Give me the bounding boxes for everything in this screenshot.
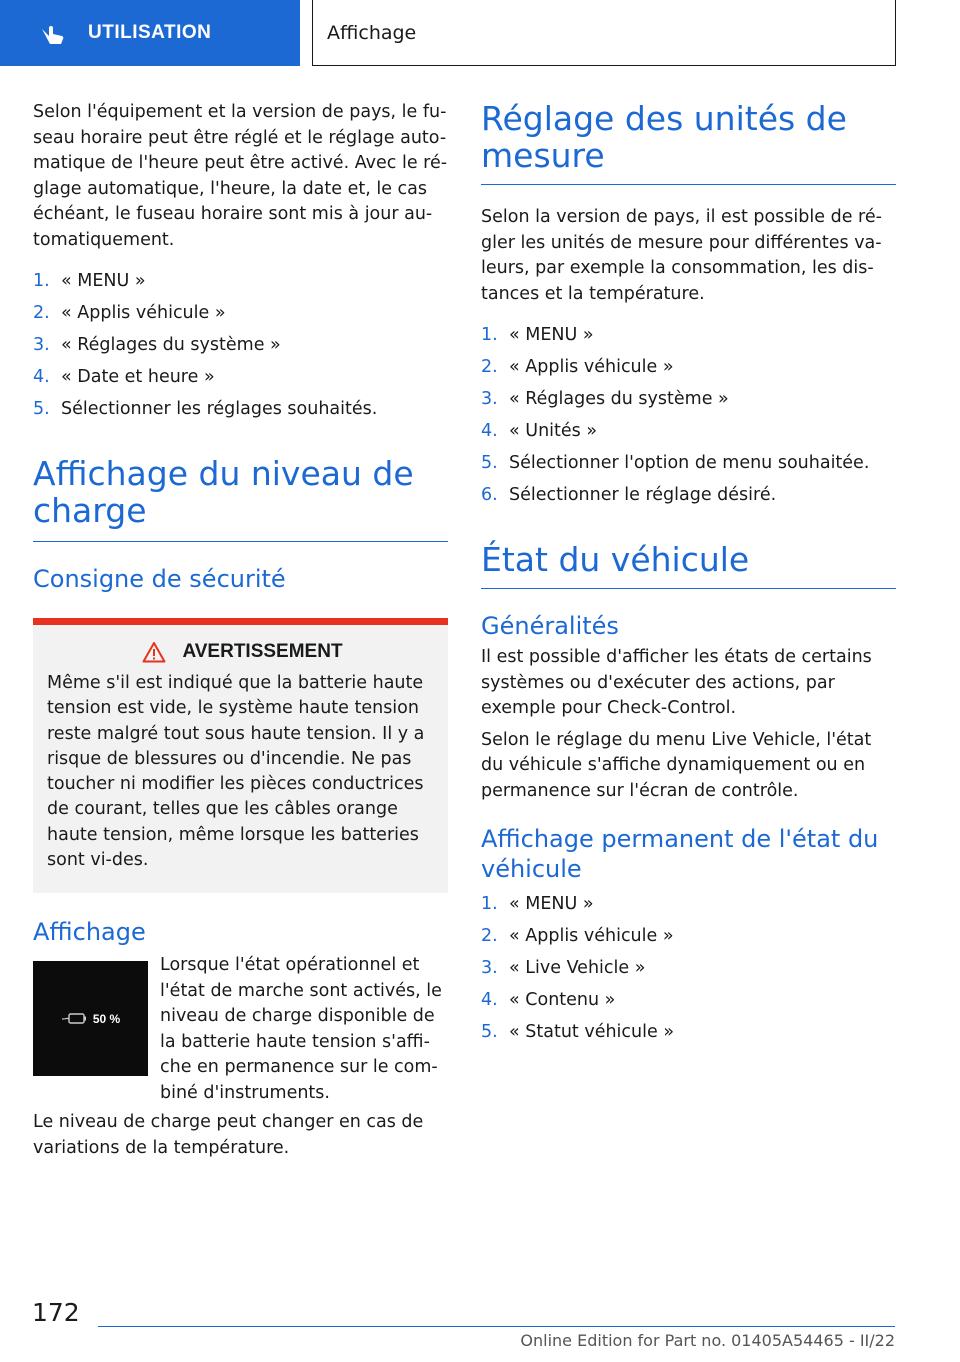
general-paragraph-2: Selon le réglage du menu Live Vehicle, l'état du véhicule s'affiche dynamiquement ou en permanence sur l'écran de contrôle. [481,729,872,801]
permanent-steps [481,888,896,1048]
units-heading: Réglage des unités de mesure [481,99,847,175]
warning-triangle-icon [142,641,166,663]
units-steps [481,319,896,511]
list-item: 4. « Date et heure » [33,367,215,387]
list-item: 5. « Statut véhicule » [481,1022,675,1042]
units-paragraph: Selon la version de pays, il est possible de ré-gler les unités de mesure pour différentes va-leurs, par exemple la consommation, les dis-tances et la température. [481,207,882,304]
edition-text: Online Edition for Part no. 01405A54465 - II/22 [520,1331,895,1350]
list-item: 3. « Réglages du système » [33,335,281,355]
warning-text: Même s'il est indiqué que la batterie haute tension est vide, le système haute tension reste malgré tout sous haute tension. Il y a risque de blessures ou d'incendie. Ne pas toucher ni modifier les pièces conductrices de courant, telles que les câbles orange haute tension, même lorsque les batteries sont vi-des. [47,673,425,871]
section-label: UTILISATION [88,22,212,43]
display-text: Lorsque l'état opérationnel et l'état de marche sont activés, le niveau de charge disponible de la batterie haute tension s'affi-che en permanence sur le com-biné d'instruments. [160,955,442,1103]
permanent-heading: Affichage permanent de l'état du véhicule [481,825,879,883]
list-item: 5. Sélectionner les réglages souhaités. [33,399,378,419]
list-item: 3. « Réglages du système » [481,389,729,409]
footer-rule [98,1326,895,1327]
battery-plug-icon [61,1012,87,1026]
charge-heading-block [33,455,448,542]
page-number: 172 [32,1298,80,1327]
units-heading-block [481,100,896,185]
display-block [33,953,448,1106]
list-item: 6. Sélectionner le réglage désiré. [481,485,777,505]
state-heading-block [481,541,896,589]
list-item: 2. « Applis véhicule » [33,303,226,323]
left-column [33,100,448,1161]
list-item: 1. « MENU » [481,894,594,914]
timezone-paragraph: Selon l'équipement et la version de pays, le fu-seau horaire peut être réglé et le réglage auto-matique de l'heure peut être activé. Avec le ré-glage automatique, l'heure, la date et, le cas échéant, le fuseau horaire sont mis à jour au-tomatiquement. [33,102,448,250]
charge-heading: Affichage du niveau de charge [33,454,414,530]
chapter-tab [312,0,896,66]
list-item: 5. Sélectionner l'option de menu souhaitée. [481,453,870,473]
charge-value: 50 % [92,1011,121,1026]
general-paragraph-1: Il est possible d'afficher les états de certains systèmes ou d'exécuter des actions, par exemple pour Check-Control. [481,647,872,718]
list-item: 3. « Live Vehicle » [481,958,646,978]
warning-header [47,641,438,663]
date-steps [33,265,448,425]
charge-display-image [33,961,148,1076]
warning-box [33,618,448,893]
list-item: 4. « Unités » [481,421,598,441]
list-item: 4. « Contenu » [481,990,616,1010]
right-column [481,100,896,1048]
list-item: 2. « Applis véhicule » [481,926,674,946]
list-item: 1. « MENU » [33,271,146,291]
display-heading: Affichage [33,918,146,947]
warning-title: AVERTISSEMENT [182,641,343,662]
section-tab [0,0,300,66]
state-heading: État du véhicule [481,540,750,579]
list-item: 1. « MENU » [481,325,594,345]
general-heading: Généralités [481,612,619,640]
hand-pointer-icon [40,20,66,46]
display-note: Le niveau de charge peut changer en cas de variations de la température. [33,1112,424,1158]
list-item: 2. « Applis véhicule » [481,357,674,377]
safety-heading: Consigne de sécurité [33,565,286,593]
chapter-label: Affichage [327,21,417,44]
